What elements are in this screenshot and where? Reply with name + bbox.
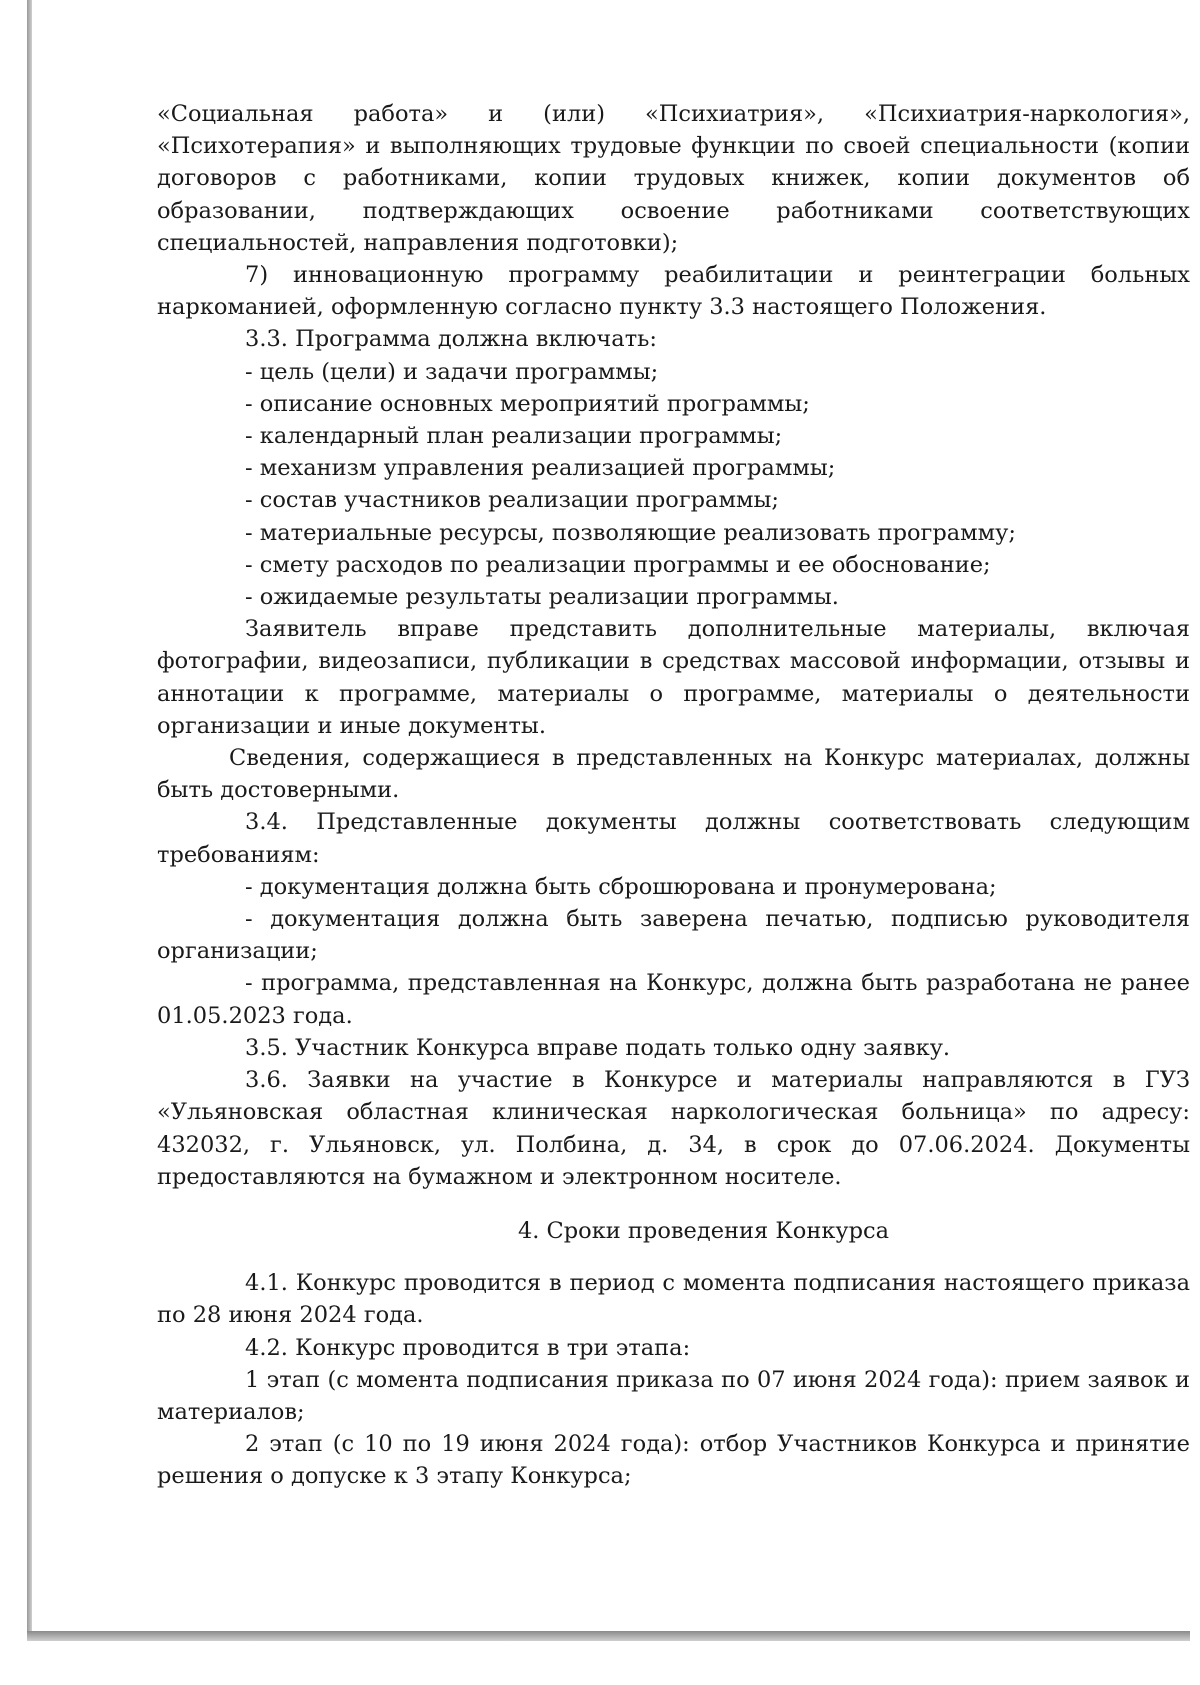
paragraph-qualifications: «Социальная работа» и (или) «Психиатрия», «Психиатрия-наркология», «Психотерапия» и выполняющих трудовые функции по своей специальности (копии договоров с работниками, копии трудовых книжек, копии документов об образовании, подтверждающих освоение работниками соответствующих специальностей, направления подготовки); xyxy=(157,101,1190,256)
section-4-title: 4. Сроки проведения Конкурса xyxy=(517,1217,890,1244)
document-page xyxy=(157,98,1190,1493)
paragraph-3-6: 3.6. Заявки на участие в Конкурсе и материалы направляются в ГУЗ «Ульяновская областная клиническая наркологическая больница» по адресу: 432032, г. Ульяновск, ул. Полбина, д. 34, в срок до 07.06.2024. Документы предоставляются на бумажном и электронном носителе. xyxy=(157,1067,1190,1190)
list-item: - календарный план реализации программы; xyxy=(245,423,783,450)
stage-1: 1 этап (с момента подписания приказа по 07 июня 2024 года): прием заявок и материалов; xyxy=(157,1366,1190,1425)
list-item: - материальные ресурсы, позволяющие реализовать программу; xyxy=(245,519,1016,546)
list-item: - механизм управления реализацией программы; xyxy=(245,455,836,482)
stage-2: 2 этап (с 10 по 19 июня 2024 года): отбор Участников Конкурса и принятие решения о допуске к 3 этапу Конкурса; xyxy=(157,1431,1190,1490)
paragraph-additional-materials: Заявитель вправе представить дополнительные материалы, включая фотографии, видеозаписи, публикации в средствах массовой информации, отзывы и аннотации к программе, материалы о программе, материалы о деятельности организации и иные документы. xyxy=(157,616,1190,739)
paragraph-3-4: 3.4. Представленные документы должны соответствовать следующим требованиям: xyxy=(157,809,1190,868)
list-item: - описание основных мероприятий программы; xyxy=(245,390,810,417)
list-item: - ожидаемые результаты реализации программы. xyxy=(245,584,839,611)
list-item: - смету расходов по реализации программы и ее обоснование; xyxy=(245,551,991,578)
list-item: - цель (цели) и задачи программы; xyxy=(245,358,659,385)
paragraph-3-5: 3.5. Участник Конкурса вправе подать только одну заявку. xyxy=(245,1034,951,1061)
list-item: - состав участников реализации программы; xyxy=(245,487,779,514)
paragraph-reliability: Сведения, содержащиеся в представленных на Конкурс материалах, должны быть достоверными. xyxy=(157,745,1190,804)
paragraph-4-2: 4.2. Конкурс проводится в три этапа: xyxy=(245,1334,691,1361)
paragraph-item-7: 7) инновационную программу реабилитации и реинтеграции больных наркоманией, оформленную согласно пункту 3.3 настоящего Положения. xyxy=(157,262,1190,321)
paragraph-3-3: 3.3. Программа должна включать: xyxy=(245,326,657,353)
requirement-certified: - документация должна быть заверена печатью, подписью руководителя организации; xyxy=(157,906,1190,965)
requirement-date: - программа, представленная на Конкурс, должна быть разработана не ранее 01.05.2023 года. xyxy=(157,970,1190,1029)
scan-left-edge xyxy=(27,0,32,1640)
scan-bottom-edge xyxy=(27,1631,1190,1641)
requirement-bound: - документация должна быть сброшюрована и пронумерована; xyxy=(245,873,997,900)
program-contents-list xyxy=(157,356,1190,614)
paragraph-4-1: 4.1. Конкурс проводится в период с момента подписания настоящего приказа по 28 июня 2024 года. xyxy=(157,1270,1190,1329)
